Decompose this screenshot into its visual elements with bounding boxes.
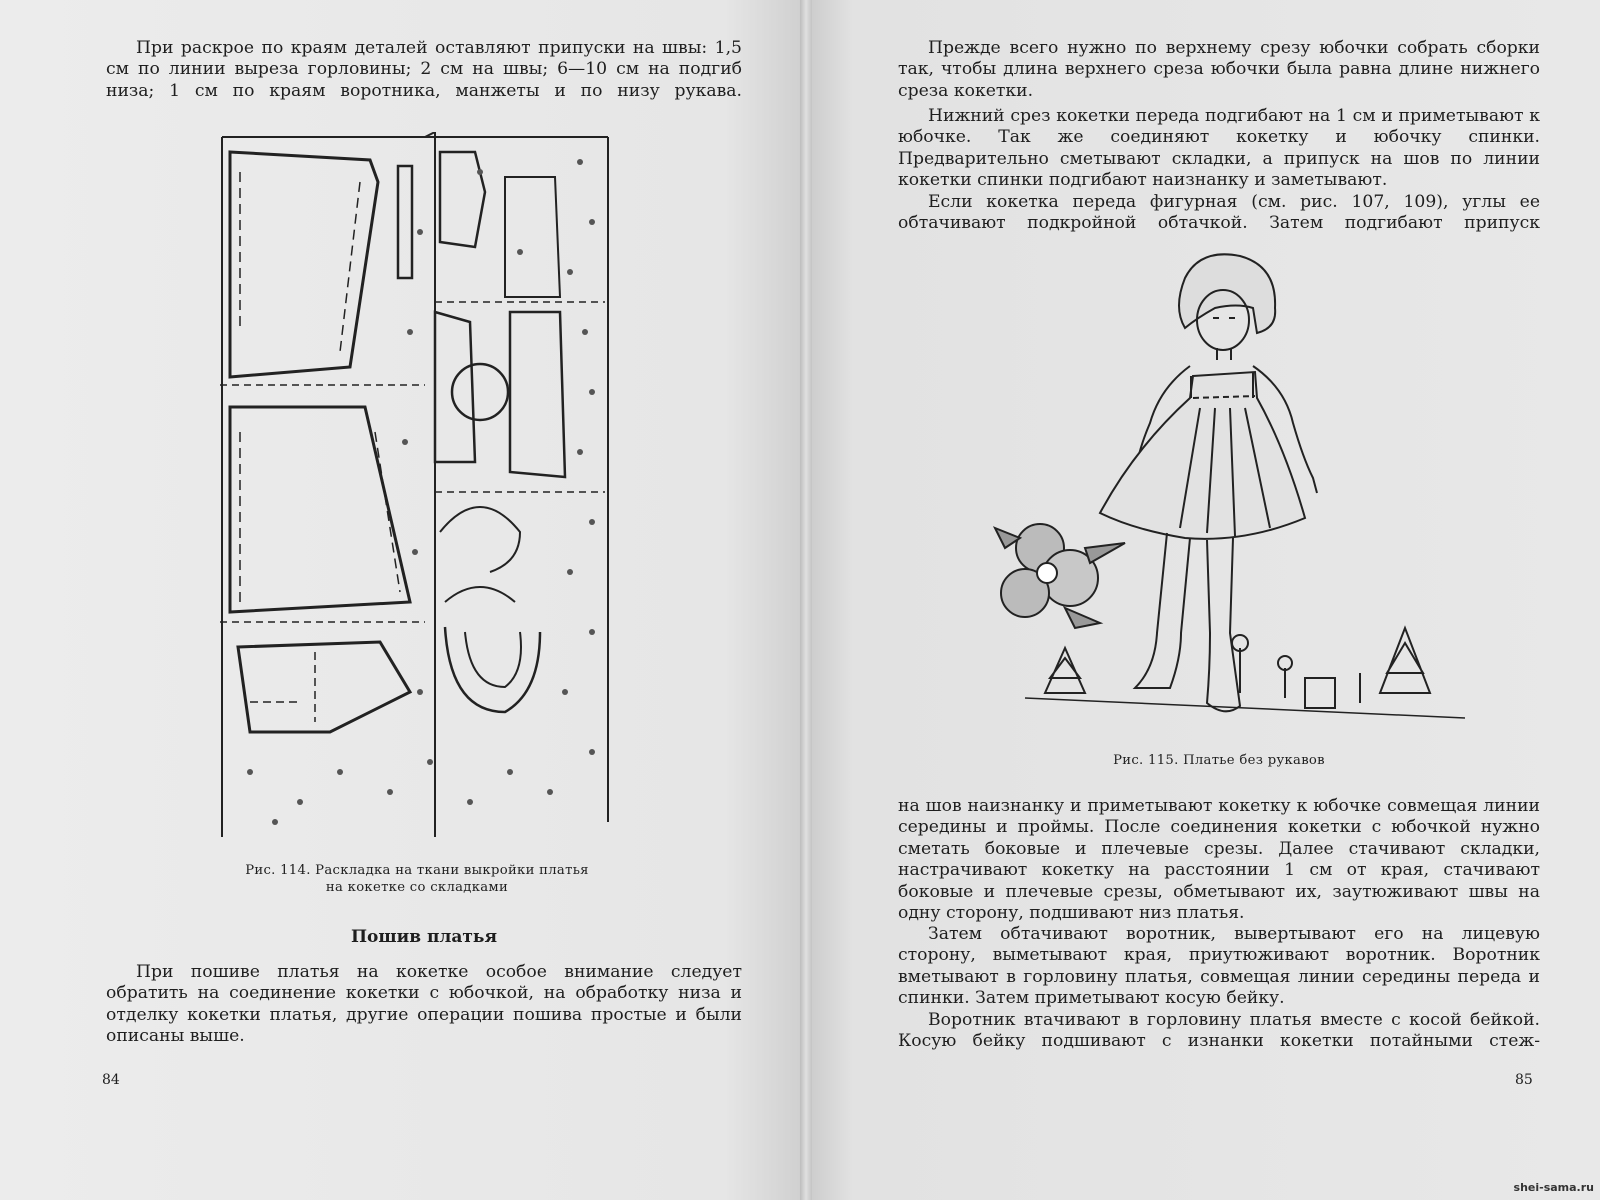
- figure-115-caption: Рис. 115. Платье без рукавов: [1113, 753, 1325, 768]
- section-paragraph: При пошиве платья на кокетке особое внимание следует обратить на соединение кокетки с юбочкой, на обработку низа и отделку кокетки платья, другие операции пошива простые и были описаны выше.: [106, 962, 742, 1047]
- paragraph-1: Прежде всего нужно по верхнему срезу юбочки собрать сборки так, чтобы длина верхнего среза юбочки была равна длине нижнего среза кокетки.: [898, 38, 1540, 101]
- paragraph-2: Нижний срез кокетки переда подгибают на 1 см и приметывают к юбочке. Так же соединяют кокетку и юбочку спинки. Предварительно сметывают складки, а припуск на шов по линии кокетки спинки подгибают наизнанку и заметывают.: [898, 106, 1540, 191]
- intro-paragraph: При раскрое по краям деталей оставляют припуски на швы: 1,5 см по линии выреза горловины; 2 см на швы; 6—10 см на подгиб низа; 1 см по краям воротника, манжеты и по низу рукава.: [106, 38, 742, 101]
- book-spine: [800, 0, 812, 1200]
- page-number-right: 85: [1515, 1072, 1533, 1088]
- caption-line-1: Рис. 114. Раскладка на ткани выкройки платья: [245, 863, 589, 878]
- section-heading: Пошив платья: [350, 927, 498, 947]
- paragraph-6: Воротник втачивают в горловину платья вместе с косой бейкой. Косую бейку подшивают с изнанки кокетки потайными стеж-: [898, 1010, 1540, 1052]
- watermark: shei-sama.ru: [1513, 1181, 1594, 1194]
- paragraph-4: на шов наизнанку и приметывают кокетку к юбочке совмещая линии середины и проймы. После соединения кокетки с юбочкой нужно сметать боковые и плечевые срезы. Далее стачивают складки, настрачивают кокетку на расстоянии 1 см от края, стачивают боковые и плечевые срезы, обметывают их, заутюживают швы на одну сторону, подшивают низ платья.: [898, 796, 1540, 924]
- pattern-layout-figure: [220, 132, 625, 850]
- caption-line-2: на кокетке со складками: [325, 880, 509, 895]
- paragraph-5: Затем обтачивают воротник, вывертывают его на лицевую сторону, выметывают края, приутюживают воротник. Воротник вметывают в горловину платья, совмещая линии середины переда и спинки. Затем приметывают косую бейку.: [898, 924, 1540, 1009]
- page-number-left: 84: [102, 1072, 120, 1088]
- figure-114-caption: [212, 862, 622, 896]
- girl-dress-illustration: [985, 248, 1465, 738]
- paragraph-3: Если кокетка переда фигурная (см. рис. 107, 109), углы ее обтачивают подкройной обтачкой. Затем подгибают припуск: [898, 192, 1540, 234]
